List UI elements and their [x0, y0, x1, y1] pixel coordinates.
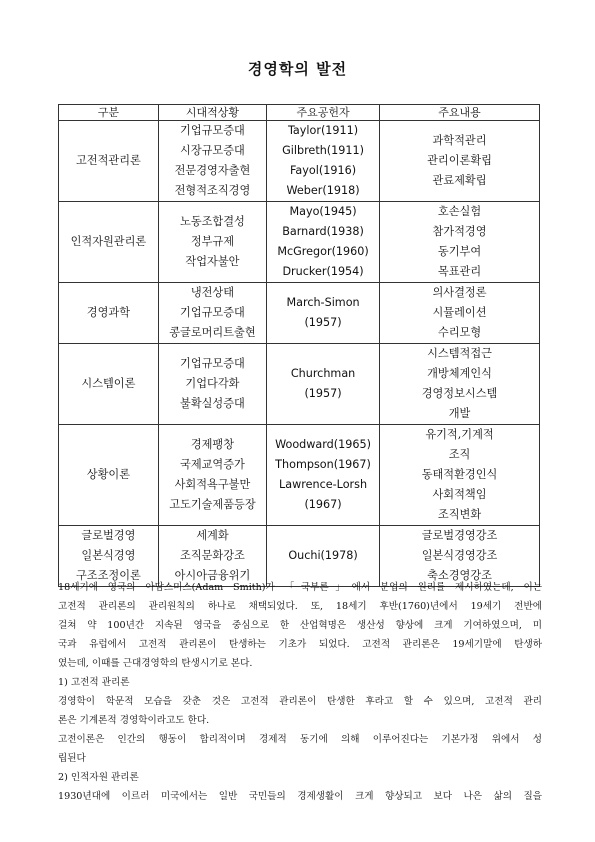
table-row — [59, 121, 540, 202]
cell-category: 인적자원관리론 — [59, 202, 159, 283]
header-contributors: 주요공헌자 — [267, 105, 380, 121]
paragraph-line: 고전적 관리론의 관리원칙의 하나로 채택되었다. 또, 18세기 후반(1760)년에서 19세기 전반에 — [58, 601, 542, 612]
cell-situation: 경제팽창 국제교역증가 사회적욕구불만 고도기술제품등장 — [158, 425, 266, 526]
development-table — [58, 104, 540, 587]
header-situation: 시대적상황 — [158, 105, 266, 121]
paragraph-line: 18세기에 영국의 아담스미스(Adam Smith)가 「국부론」에서 분업의 원리를 제시하였는데, 이는 — [58, 582, 542, 593]
cell-situation: 노동조합결성 정부규제 작업자불안 — [158, 202, 266, 283]
cell-contributors: March-Simon (1957) — [267, 283, 380, 344]
cell-contributors: Ouchi(1978) — [267, 526, 380, 587]
cell-contributors: Woodward(1965) Thompson(1967) Lawrence-Lorsh (1967) — [267, 425, 380, 526]
cell-situation: 기업규모증대 시장규모증대 전문경영자출현 전형적조직경영 — [158, 121, 266, 202]
table-header-row — [59, 105, 540, 121]
page-title: 경영학의 발전 — [247, 60, 348, 78]
paragraph-line: 론은 기계론적 경영학이라고도 한다. — [58, 715, 210, 726]
cell-content: 글로벌경영강조 일본식경영강조 축소경영강조 — [380, 526, 540, 587]
cell-contributors: Churchman (1957) — [267, 344, 380, 425]
table-row — [59, 344, 540, 425]
cell-situation: 세계화 조직문화강조 아시아금융위기 — [158, 526, 266, 587]
cell-content: 시스템적접근 개방체계인식 경영정보시스템 개발 — [380, 344, 540, 425]
cell-content: 과학적관리 관리이론확립 관료제확립 — [380, 121, 540, 202]
cell-content: 유기적,기계적 조직 동태적환경인식 사회적책임 조직변화 — [380, 425, 540, 526]
paragraph-line: 고전이론은 인간의 행동이 합리적이며 경제적 동기에 의해 이루어진다는 기본가정 위에서 성 — [58, 734, 542, 745]
paragraph-line: 국과 유럽에서 고전적 관리론이 탄생하는 기초가 되었다. 고전적 관리론은 19세기말에 탄생하 — [58, 639, 542, 650]
paragraph-line: 1930년대에 이르러 미국에서는 일반 국민들의 경제생활이 크게 향상되고 보다 나은 삶의 질을 — [58, 791, 542, 802]
cell-category: 고전적관리론 — [59, 121, 159, 202]
table-row — [59, 425, 540, 526]
cell-situation: 기업규모증대 기업다각화 불확실성증대 — [158, 344, 266, 425]
cell-category: 시스템이론 — [59, 344, 159, 425]
table-row — [59, 283, 540, 344]
paragraph-line: 경영학이 학문적 모습을 갖춘 것은 고전적 관리론이 탄생한 후라고 할 수 있으며, 고전적 관리 — [58, 696, 542, 707]
header-category: 구분 — [59, 105, 159, 121]
cell-content: 호손실험 참가적경영 동기부여 목표관리 — [380, 202, 540, 283]
section-heading: 1) 고전적 관리론 — [58, 677, 130, 688]
cell-contributors: Mayo(1945) Barnard(1938) McGregor(1960) Drucker(1954) — [267, 202, 380, 283]
body-text — [58, 578, 542, 806]
section-heading: 2) 인적자원 관리론 — [58, 772, 139, 783]
cell-category: 경영과학 — [59, 283, 159, 344]
paragraph-line: 였는데, 이때를 근대경영학의 탄생시기로 본다. — [58, 658, 253, 669]
header-content: 주요내용 — [380, 105, 540, 121]
cell-situation: 냉전상태 기업규모증대 콩글로머리트출현 — [158, 283, 266, 344]
table-row — [59, 202, 540, 283]
cell-category: 상황이론 — [59, 425, 159, 526]
cell-content: 의사결정론 시뮬레이션 수리모형 — [380, 283, 540, 344]
cell-category: 글로벌경영 일본식경영 구조조정이론 — [59, 526, 159, 587]
paragraph-line: 걸쳐 약 100년간 지속된 영국을 중심으로 한 산업혁명은 생산성 향상에 크게 기여하였으며, 미 — [58, 620, 542, 631]
paragraph-line: 립된다 — [58, 753, 86, 764]
cell-contributors: Taylor(1911) Gilbreth(1911) Fayol(1916) Weber(1918) — [267, 121, 380, 202]
